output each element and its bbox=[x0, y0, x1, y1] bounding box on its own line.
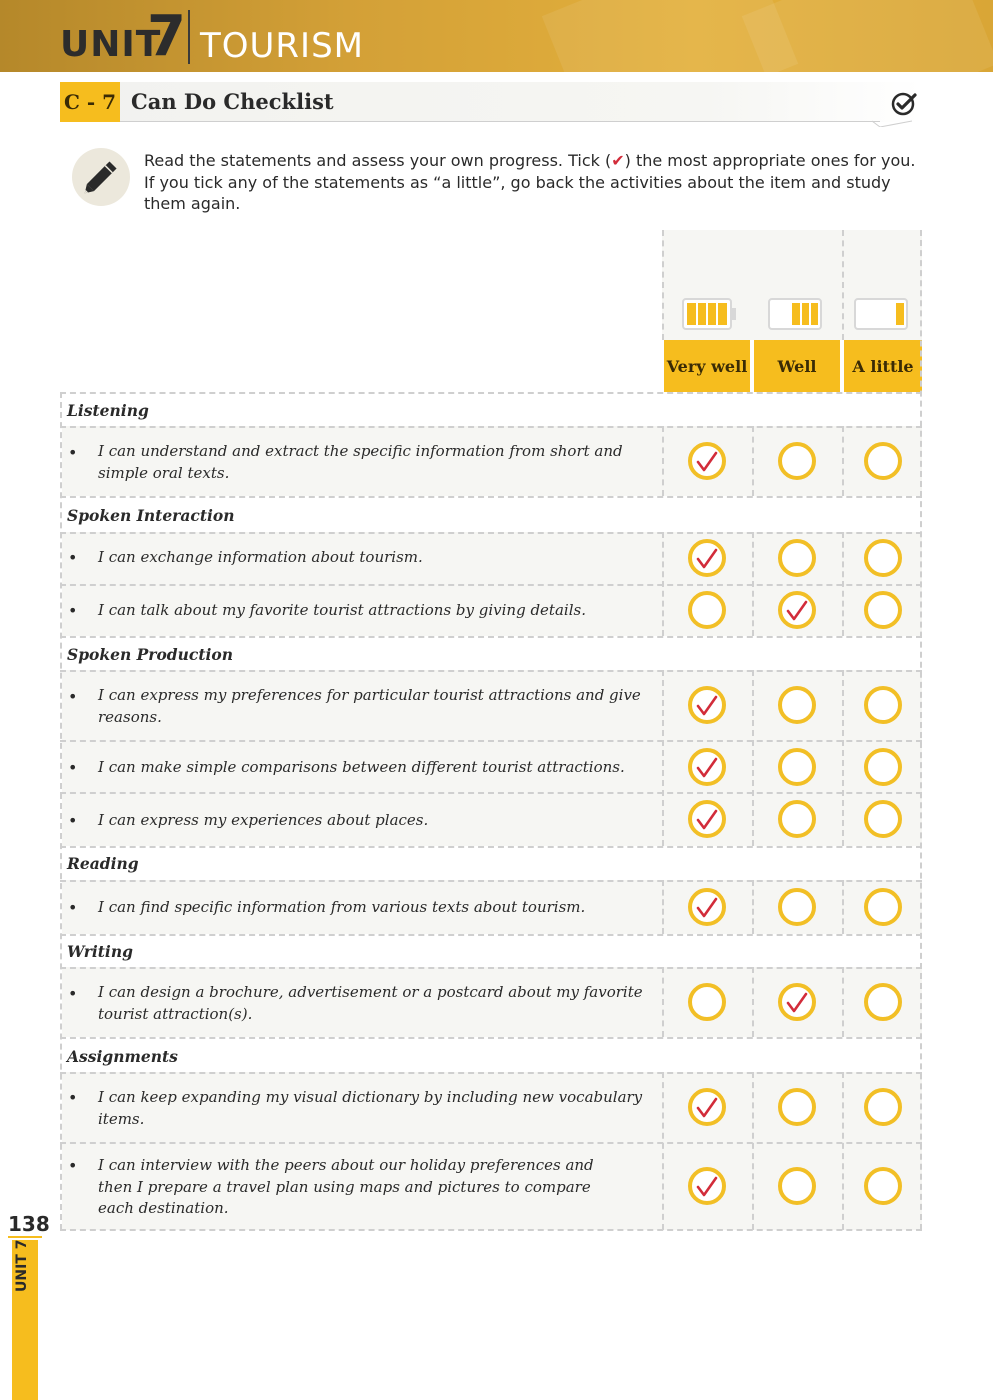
rating-circle-very-well[interactable] bbox=[688, 800, 726, 838]
rating-circle-a-little[interactable] bbox=[864, 686, 902, 724]
rating-circle-a-little[interactable] bbox=[864, 591, 902, 629]
column-header-a-little: A little bbox=[844, 340, 922, 392]
rating-circle-a-little[interactable] bbox=[864, 983, 902, 1021]
red-tick-icon bbox=[785, 991, 809, 1015]
table-line bbox=[752, 426, 754, 496]
section-title: Can Do Checklist bbox=[131, 89, 334, 114]
statement-text: I can design a brochure, advertisement or a postcard about my favorite tourist attraction(s). bbox=[98, 983, 643, 1023]
rating-circle-very-well[interactable] bbox=[688, 888, 726, 926]
instructions-line1-end: ) the most appropriate ones for you. bbox=[624, 151, 916, 170]
red-tick-icon bbox=[695, 756, 719, 780]
table-line bbox=[662, 1072, 664, 1230]
rating-circle-well[interactable] bbox=[778, 983, 816, 1021]
rating-circle-very-well[interactable] bbox=[688, 442, 726, 480]
bullet: • bbox=[68, 1156, 78, 1175]
column-header-well: Well bbox=[754, 340, 840, 392]
rating-circle-very-well[interactable] bbox=[688, 1167, 726, 1205]
unit-word: UNIT bbox=[60, 24, 162, 65]
table-line bbox=[60, 846, 922, 848]
category-spoken-interaction: Spoken Interaction bbox=[67, 506, 235, 525]
section-notch-decor bbox=[872, 117, 912, 127]
table-line bbox=[60, 584, 922, 586]
table-line bbox=[60, 532, 922, 534]
table-line bbox=[842, 967, 844, 1037]
red-tick-icon bbox=[695, 450, 719, 474]
category-writing: Writing bbox=[67, 942, 133, 961]
rating-circle-well[interactable] bbox=[778, 888, 816, 926]
header-decor-stripe bbox=[742, 0, 993, 72]
table-line bbox=[752, 670, 754, 846]
table-line bbox=[60, 934, 922, 936]
rating-circle-very-well[interactable] bbox=[688, 539, 726, 577]
table-line bbox=[662, 426, 664, 496]
table-line bbox=[752, 967, 754, 1037]
bullet: • bbox=[68, 898, 78, 917]
category-reading: Reading bbox=[67, 854, 139, 873]
table-line bbox=[842, 532, 844, 636]
statement-text: I can exchange information about tourism. bbox=[98, 548, 423, 566]
unit-title: TOURISM bbox=[200, 26, 364, 66]
checkmark-circle-icon bbox=[890, 90, 918, 118]
statement-text: I can express my preferences for particular tourist attractions and give reasons. bbox=[98, 686, 641, 726]
rating-circle-well[interactable] bbox=[778, 1088, 816, 1126]
instructions-text bbox=[144, 150, 924, 215]
statement-text: I can understand and extract the specific information from short and simple oral texts. bbox=[98, 442, 623, 482]
category-listening: Listening bbox=[67, 401, 149, 420]
pencil-badge bbox=[72, 148, 130, 206]
column-header-very-well: Very well bbox=[664, 340, 750, 392]
table-line bbox=[662, 880, 664, 934]
table-line bbox=[60, 792, 922, 794]
table-line bbox=[60, 636, 922, 638]
unit-header bbox=[0, 0, 993, 72]
rating-circle-well[interactable] bbox=[778, 539, 816, 577]
table-line bbox=[752, 880, 754, 934]
bullet: • bbox=[68, 758, 78, 777]
bullet: • bbox=[68, 1088, 78, 1107]
table-line bbox=[60, 392, 62, 1230]
rating-circle-very-well[interactable] bbox=[688, 591, 726, 629]
battery-low-icon bbox=[854, 297, 910, 331]
rating-circle-a-little[interactable] bbox=[864, 1167, 902, 1205]
rating-circle-a-little[interactable] bbox=[864, 800, 902, 838]
table-line bbox=[752, 532, 754, 636]
statement-text: I can talk about my favorite tourist attractions by giving details. bbox=[98, 601, 586, 619]
rating-circle-well[interactable] bbox=[778, 748, 816, 786]
rating-circle-a-little[interactable] bbox=[864, 888, 902, 926]
table-line bbox=[662, 967, 664, 1037]
table-line bbox=[60, 392, 922, 394]
rating-circle-well[interactable] bbox=[778, 800, 816, 838]
bullet: • bbox=[68, 548, 78, 567]
table-line bbox=[60, 1229, 922, 1231]
table-line bbox=[662, 532, 664, 636]
section-code: C - 7 bbox=[60, 82, 120, 122]
table-line bbox=[60, 967, 922, 969]
instructions-line1-start: Read the statements and assess your own progress. Tick ( bbox=[144, 151, 612, 170]
table-line bbox=[662, 670, 664, 846]
page-number: 138 bbox=[8, 1212, 50, 1236]
red-tick-icon bbox=[695, 896, 719, 920]
bullet: • bbox=[68, 601, 78, 620]
rating-circle-well[interactable] bbox=[778, 442, 816, 480]
bullet: • bbox=[68, 687, 78, 706]
rating-circle-very-well[interactable] bbox=[688, 686, 726, 724]
rating-circle-a-little[interactable] bbox=[864, 748, 902, 786]
instructions-line2: If you tick any of the statements as “a little”, go back the activities about the item and study them again. bbox=[144, 172, 891, 213]
table-line bbox=[60, 1037, 922, 1039]
table-line bbox=[752, 1072, 754, 1230]
red-tick-icon bbox=[695, 1175, 719, 1199]
rating-circle-well[interactable] bbox=[778, 1167, 816, 1205]
statement-text: I can interview with the peers about our holiday preferences and then I prepare a travel plan using maps and pictures to compare each destination. bbox=[98, 1156, 594, 1217]
bullet: • bbox=[68, 443, 78, 462]
pencil-icon bbox=[72, 148, 130, 206]
table-line bbox=[60, 496, 922, 498]
page-number-underline bbox=[8, 1236, 42, 1238]
red-tick-icon: ✔ bbox=[611, 151, 625, 170]
table-line bbox=[60, 740, 922, 742]
table-line bbox=[842, 426, 844, 496]
rating-circle-very-well[interactable] bbox=[688, 748, 726, 786]
table-line bbox=[60, 880, 922, 882]
table-line bbox=[60, 670, 922, 672]
bullet: • bbox=[68, 984, 78, 1003]
table-line bbox=[842, 1072, 844, 1230]
red-tick-icon bbox=[785, 599, 809, 623]
statement-text: I can find specific information from various texts about tourism. bbox=[98, 898, 586, 916]
table-line bbox=[920, 230, 922, 1230]
unit-number: 7 bbox=[147, 4, 186, 69]
red-tick-icon bbox=[695, 1096, 719, 1120]
category-assignments: Assignments bbox=[67, 1047, 178, 1066]
red-tick-icon bbox=[695, 694, 719, 718]
table-line bbox=[60, 426, 922, 428]
side-unit-label: UNIT 7 bbox=[14, 1239, 30, 1292]
red-tick-icon bbox=[695, 547, 719, 571]
battery-full-icon bbox=[682, 297, 738, 331]
statement-text: I can express my experiences about places. bbox=[98, 811, 429, 829]
table-line bbox=[842, 670, 844, 846]
statement-text: I can make simple comparisons between different tourist attractions. bbox=[98, 758, 625, 776]
rating-circle-well[interactable] bbox=[778, 686, 816, 724]
rating-circle-very-well[interactable] bbox=[688, 1088, 726, 1126]
table-line bbox=[60, 1142, 922, 1144]
header-divider bbox=[188, 10, 190, 64]
rating-circle-a-little[interactable] bbox=[864, 539, 902, 577]
section-underline bbox=[120, 121, 880, 122]
rating-circle-a-little[interactable] bbox=[864, 1088, 902, 1126]
statement-text: I can keep expanding my visual dictionary by including new vocabulary items. bbox=[98, 1088, 643, 1128]
table-line bbox=[60, 1072, 922, 1074]
red-tick-icon bbox=[695, 808, 719, 832]
bullet: • bbox=[68, 811, 78, 830]
rating-circle-very-well[interactable] bbox=[688, 983, 726, 1021]
table-line bbox=[842, 230, 844, 340]
category-spoken-production: Spoken Production bbox=[67, 645, 233, 664]
battery-medium-icon bbox=[768, 297, 824, 331]
table-line bbox=[842, 880, 844, 934]
rating-circle-well[interactable] bbox=[778, 591, 816, 629]
table-line bbox=[662, 230, 664, 340]
rating-circle-a-little[interactable] bbox=[864, 442, 902, 480]
